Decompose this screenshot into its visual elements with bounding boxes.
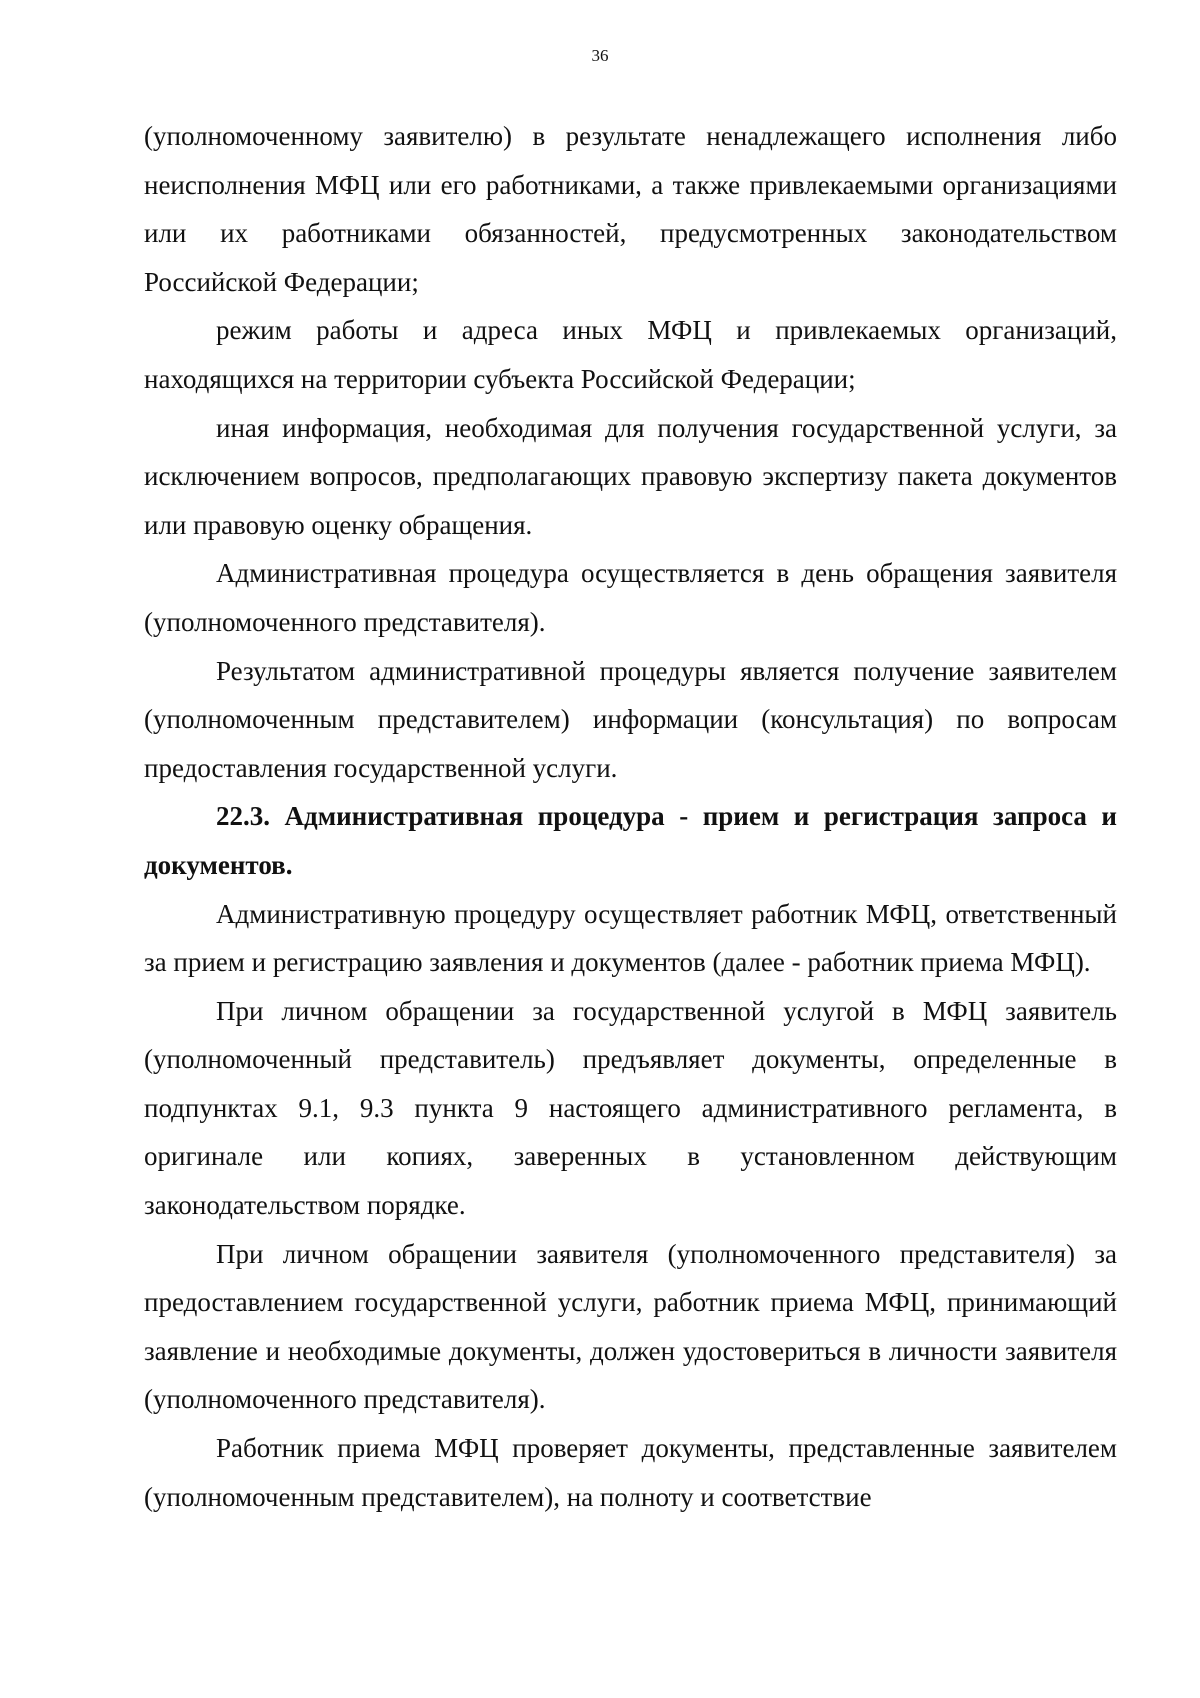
paragraph-procedure-result: Результатом административной процедуры является получение заявителем (уполномоченным представителем) информации (консультация) по вопросам предоставления государственной услуги. <box>144 655 1117 783</box>
paragraph-procedure-performer: Административную процедуру осуществляет работник МФЦ, ответственный за прием и регистрацию заявления и документов (далее - работник приема МФЦ). <box>144 898 1117 978</box>
section-heading-22-3: 22.3. Административная процедура - прием и регистрация запроса и документов. <box>144 801 1117 880</box>
paragraph-mfc-schedule: режим работы и адреса иных МФЦ и привлекаемых организаций, находящихся на территории субъекта Российской Федерации; <box>144 315 1117 394</box>
paragraph-continuation: (уполномоченному заявителю) в результате ненадлежащего исполнения либо неисполнения МФЦ или его работниками, а также привлекаемыми организациями или их работниками обязанностей, предусмотренных законодательством Российской Федерации; <box>144 121 1117 297</box>
paragraph-identity-verification: При личном обращении заявителя (уполномоченного представителя) за предоставлением государственной услуги, работник приема МФЦ, принимающий заявление и необходимые документы, должен удостовериться в личности заявителя (уполномоченного представителя). <box>144 1238 1117 1415</box>
paragraph-other-info: иная информация, необходимая для получения государственной услуги, за исключением вопросов, предполагающих правовую экспертизу пакета документов или правовую оценку обращения. <box>144 412 1117 540</box>
page-body <box>144 112 1117 1521</box>
page-number: 36 <box>591 46 609 65</box>
paragraph-personal-appeal-documents: При личном обращении за государственной услугой в МФЦ заявитель (уполномоченный представитель) предъявляет документы, определенные в подпунктах 9.1, 9.3 пункта 9 настоящего административного регламента, в оригинале или копиях, заверенных в установленном действующим законодательством порядке. <box>144 995 1117 1221</box>
paragraph-documents-check: Работник приема МФЦ проверяет документы, представленные заявителем (уполномоченным представителем), на полноту и соответствие <box>144 1433 1117 1512</box>
paragraph-procedure-day: Административная процедура осуществляется в день обращения заявителя (уполномоченного представителя). <box>144 558 1117 637</box>
